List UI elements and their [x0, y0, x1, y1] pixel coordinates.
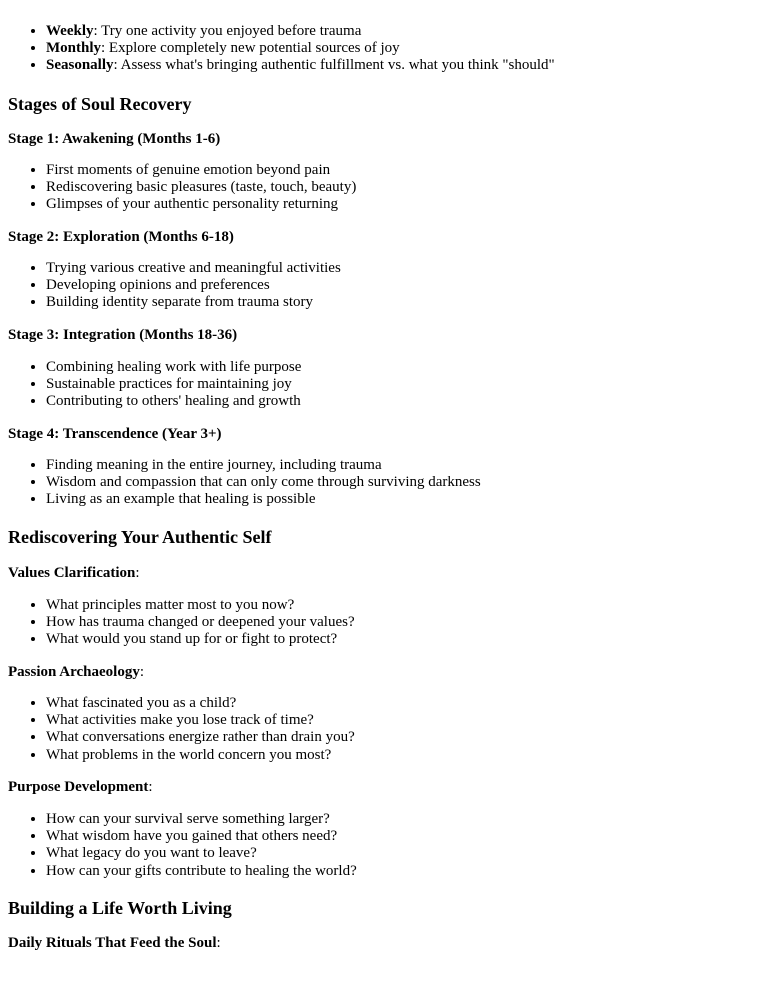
list-item: • Wisdom and compassion that can only come through surviving darkness [46, 474, 764, 491]
group-label-suffix: : [135, 565, 140, 581]
stage-1-title: Stage 1: Awakening (Months 1-6) [8, 131, 221, 147]
group-label-suffix: : [139, 664, 144, 680]
list-item-text: : Assess what's bringing authentic fulfillment vs. what you think "should" [113, 57, 555, 74]
list-item-label: Weekly [46, 23, 94, 39]
list-item: • Living as an example that healing is possible [46, 491, 764, 508]
daily-rituals-label [8, 935, 764, 952]
group-label: Purpose Development [8, 779, 149, 795]
list-item: • Glimpses of your authentic personality returning [46, 196, 764, 213]
list-item: • How can your gifts contribute to healing the world? [46, 863, 764, 880]
group-label-suffix: : [148, 779, 153, 795]
list-item: • What activities make you lose track of time? [46, 712, 764, 729]
stage-2-list [8, 260, 764, 312]
list-item: • Trying various creative and meaningful activities [46, 260, 764, 277]
purpose-development-label [8, 779, 764, 796]
group-label-suffix: : [216, 935, 221, 951]
list-item: • First moments of genuine emotion beyond pain [46, 162, 764, 179]
group-label: Values Clarification [8, 565, 136, 581]
stage-4-list [8, 457, 764, 509]
list-item-label: Seasonally [46, 57, 114, 74]
stage-4-title: Stage 4: Transcendence (Year 3+) [8, 426, 222, 442]
list-item: • Contributing to others' healing and growth [46, 393, 764, 410]
list-item: • What fascinated you as a child? [46, 695, 764, 712]
purpose-development-list [8, 811, 764, 880]
list-item [46, 57, 764, 74]
section-heading-authentic-self: Rediscovering Your Authentic Self [8, 527, 272, 547]
frequency-list [8, 23, 764, 75]
list-item: • What would you stand up for or fight to protect? [46, 631, 764, 648]
passion-archaeology-list [8, 695, 764, 764]
stage-2-title: Stage 2: Exploration (Months 6-18) [8, 229, 234, 245]
section-heading-stages: Stages of Soul Recovery [8, 94, 192, 114]
list-item: • Rediscovering basic pleasures (taste, touch, beauty) [46, 179, 764, 196]
list-item: • Sustainable practices for maintaining joy [46, 376, 764, 393]
list-item: • What conversations energize rather than drain you? [46, 729, 764, 746]
values-clarification-label [8, 565, 764, 582]
list-item [46, 40, 764, 57]
list-item: • What principles matter most to you now? [46, 597, 764, 614]
stage-3-list [8, 359, 764, 411]
list-item [46, 23, 764, 40]
list-item: • What legacy do you want to leave? [46, 845, 764, 862]
stage-1-list [8, 162, 764, 214]
frequency-list-block [8, 23, 764, 75]
stage-3-title: Stage 3: Integration (Months 18-36) [8, 327, 238, 343]
list-item: • Combining healing work with life purpose [46, 359, 764, 376]
passion-archaeology-label [8, 664, 764, 681]
group-label: Passion Archaeology [8, 664, 140, 680]
list-item: • Building identity separate from trauma story [46, 294, 764, 311]
list-item: • Developing opinions and preferences [46, 277, 764, 294]
list-item-text: : Try one activity you enjoyed before trauma [93, 23, 362, 39]
values-clarification-list [8, 597, 764, 649]
list-item: • What wisdom have you gained that others need? [46, 828, 764, 845]
list-item-text: : Explore completely new potential sources of joy [101, 40, 400, 57]
list-item: • Finding meaning in the entire journey, including trauma [46, 457, 764, 474]
list-item-label: Monthly [46, 40, 102, 57]
group-label: Daily Rituals That Feed the Soul [8, 935, 217, 951]
section-heading-life-worth-living: Building a Life Worth Living [8, 898, 232, 918]
list-item: • How has trauma changed or deepened your values? [46, 614, 764, 631]
list-item: • What problems in the world concern you most? [46, 747, 764, 764]
list-item: • How can your survival serve something larger? [46, 811, 764, 828]
